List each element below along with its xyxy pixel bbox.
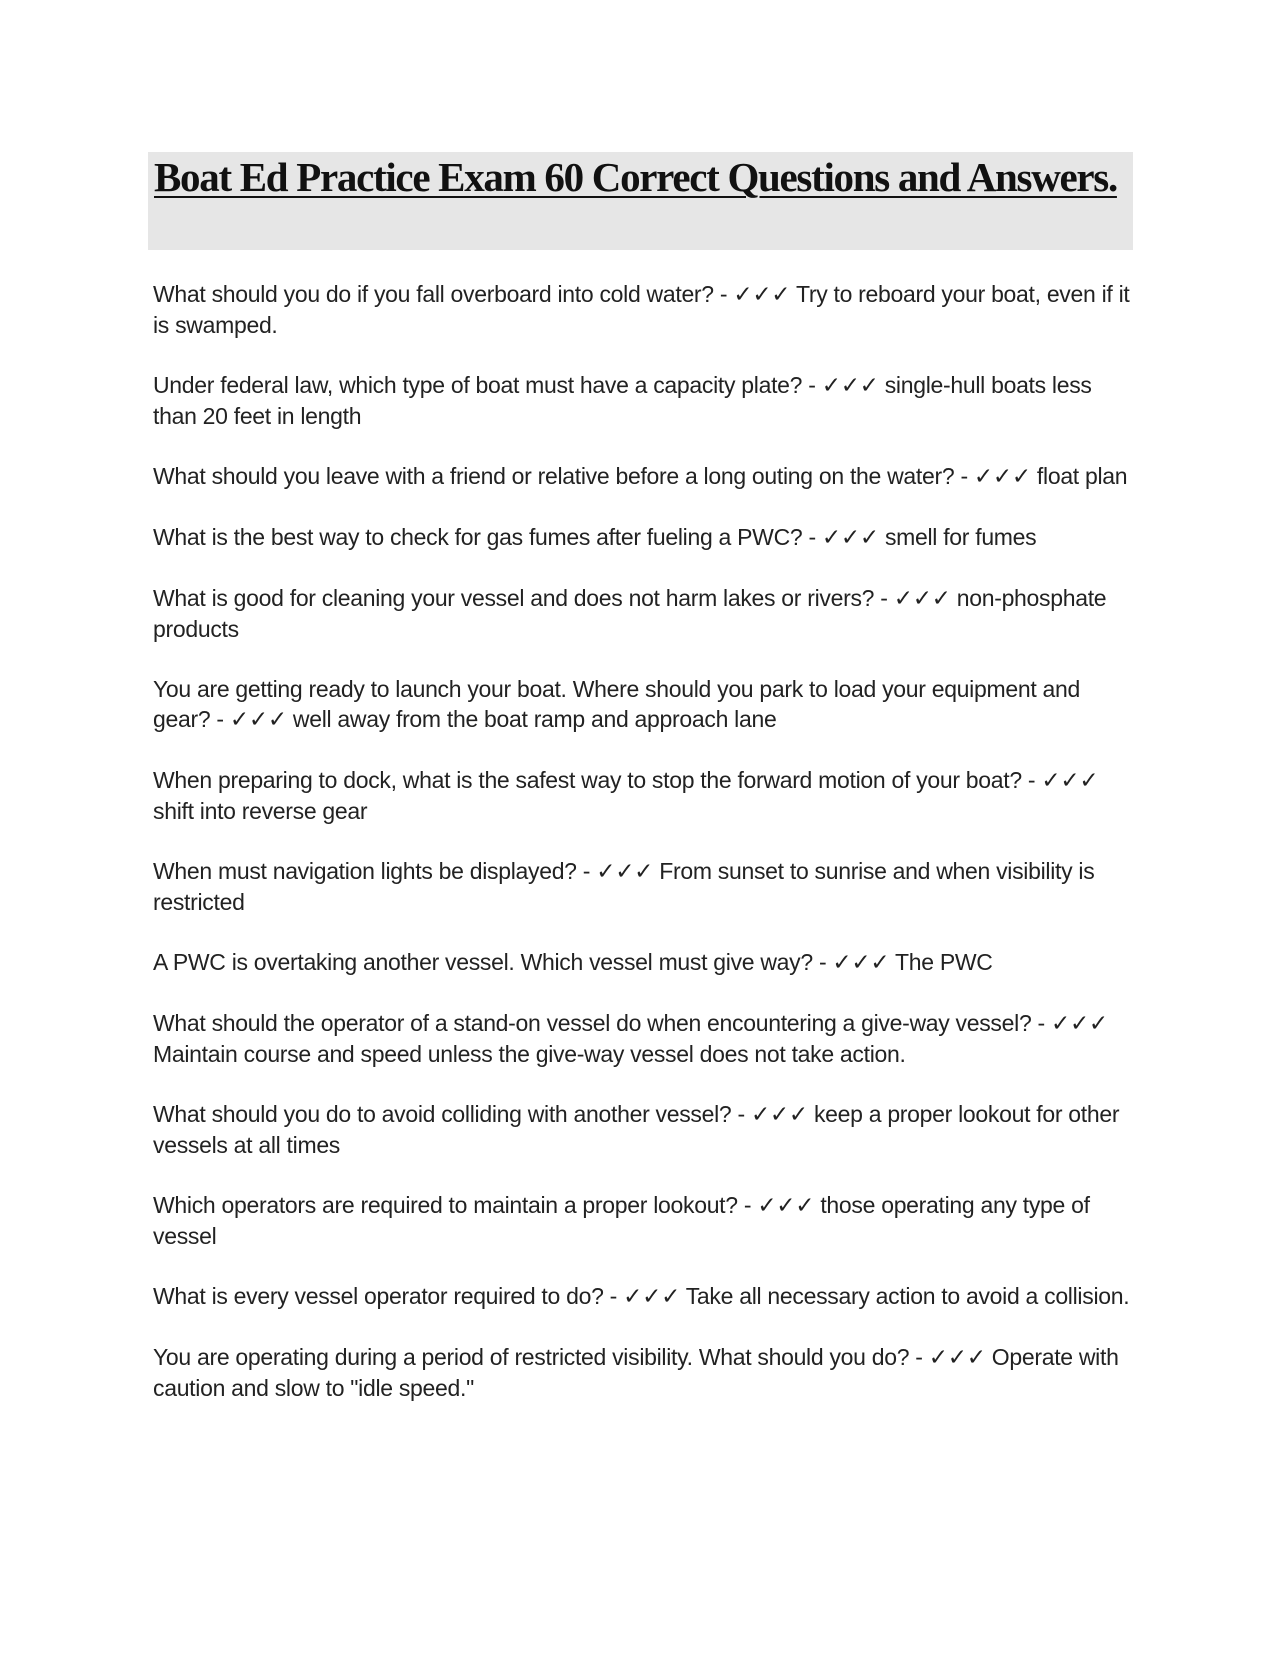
answer-text: single-hull boats less than 20 feet in length: [153, 372, 1092, 429]
qa-item: [153, 583, 1133, 644]
check-marks-icon: ✓✓✓: [821, 525, 879, 551]
check-marks-icon: ✓✓✓: [229, 707, 287, 733]
qa-list: [153, 279, 1133, 1433]
check-marks-icon: ✓✓✓: [1050, 1011, 1108, 1037]
qa-item: [153, 1190, 1133, 1251]
title-banner: [148, 152, 1133, 250]
separator: -: [802, 372, 822, 398]
check-marks-icon: ✓✓✓: [893, 586, 951, 612]
question-text: Which operators are required to maintain a proper lookout?: [153, 1192, 738, 1218]
answer-text: well away from the boat ramp and approach lane: [292, 706, 777, 732]
qa-item: [153, 1008, 1133, 1069]
question-text: When preparing to dock, what is the safest way to stop the forward motion of your boat?: [153, 767, 1022, 793]
check-marks-icon: ✓✓✓: [973, 464, 1031, 490]
question-text: What is every vessel operator required to do?: [153, 1283, 604, 1309]
check-marks-icon: ✓✓✓: [1041, 768, 1099, 794]
answer-text: Try to reboard your boat, even if it is swamped.: [153, 281, 1130, 338]
question-text: What should you leave with a friend or relative before a long outing on the water?: [153, 463, 955, 489]
answer-text: float plan: [1036, 463, 1128, 489]
qa-item: [153, 856, 1133, 917]
document-title: Boat Ed Practice Exam 60 Correct Questions and Answers.: [154, 154, 1117, 200]
separator: -: [731, 1101, 751, 1127]
answer-text: shift into reverse gear: [153, 798, 368, 824]
separator: -: [909, 1344, 929, 1370]
qa-item: [153, 279, 1133, 340]
question-text: Under federal law, which type of boat must have a capacity plate?: [153, 372, 803, 398]
separator: -: [713, 281, 734, 307]
answer-text: The PWC: [895, 949, 993, 975]
answer-text: Maintain course and speed unless the give-way vessel does not take action.: [153, 1041, 906, 1067]
answer-text: non-phosphate products: [153, 585, 1107, 642]
question-text: You are operating during a period of restricted visibility. What should you do?: [153, 1344, 910, 1370]
separator: -: [812, 949, 833, 975]
separator: -: [874, 585, 894, 611]
question-text: When must navigation lights be displayed?: [153, 858, 577, 884]
qa-item: [153, 1342, 1133, 1403]
question-text: What is the best way to check for gas fumes after fueling a PWC?: [153, 524, 803, 550]
separator: -: [603, 1283, 624, 1309]
qa-item: [153, 674, 1133, 735]
check-marks-icon: ✓✓✓: [757, 1193, 815, 1219]
qa-item: [153, 947, 1133, 978]
check-marks-icon: ✓✓✓: [733, 282, 791, 308]
question-text: What should the operator of a stand-on vessel do when encountering a give-way vessel?: [153, 1010, 1032, 1036]
qa-item: [153, 370, 1133, 431]
qa-item: [153, 1099, 1133, 1160]
answer-text: keep a proper lookout for other vessels at all times: [153, 1101, 1120, 1158]
separator: -: [954, 463, 974, 489]
qa-item: [153, 522, 1133, 553]
separator: -: [802, 524, 822, 550]
question-text: A PWC is overtaking another vessel. Which vessel must give way?: [153, 949, 813, 975]
answer-text: Operate with caution and slow to "idle speed.": [153, 1344, 1119, 1401]
question-text: What is good for cleaning your vessel and does not harm lakes or rivers?: [153, 585, 875, 611]
qa-item: [153, 461, 1133, 492]
answer-text: smell for fumes: [884, 524, 1037, 550]
question-text: What should you do to avoid colliding with another vessel?: [153, 1101, 732, 1127]
separator: -: [737, 1192, 758, 1218]
check-marks-icon: ✓✓✓: [623, 1284, 681, 1310]
separator: -: [210, 706, 230, 732]
check-marks-icon: ✓✓✓: [750, 1102, 808, 1128]
separator: -: [1021, 767, 1042, 793]
check-marks-icon: ✓✓✓: [928, 1345, 986, 1371]
question-text: What should you do if you fall overboard into cold water?: [153, 281, 714, 307]
question-text: You are getting ready to launch your boat. Where should you park to load your equipment and gear?: [153, 676, 1080, 732]
separator: -: [1031, 1010, 1051, 1036]
qa-item: [153, 765, 1133, 826]
check-marks-icon: ✓✓✓: [596, 859, 654, 885]
answer-text: those operating any type of vessel: [153, 1192, 1090, 1249]
qa-item: [153, 1281, 1133, 1312]
separator: -: [576, 858, 597, 884]
check-marks-icon: ✓✓✓: [832, 950, 890, 976]
answer-text: From sunset to sunrise and when visibility is restricted: [153, 858, 1095, 915]
check-marks-icon: ✓✓✓: [821, 373, 879, 399]
answer-text: Take all necessary action to avoid a collision.: [685, 1283, 1130, 1309]
